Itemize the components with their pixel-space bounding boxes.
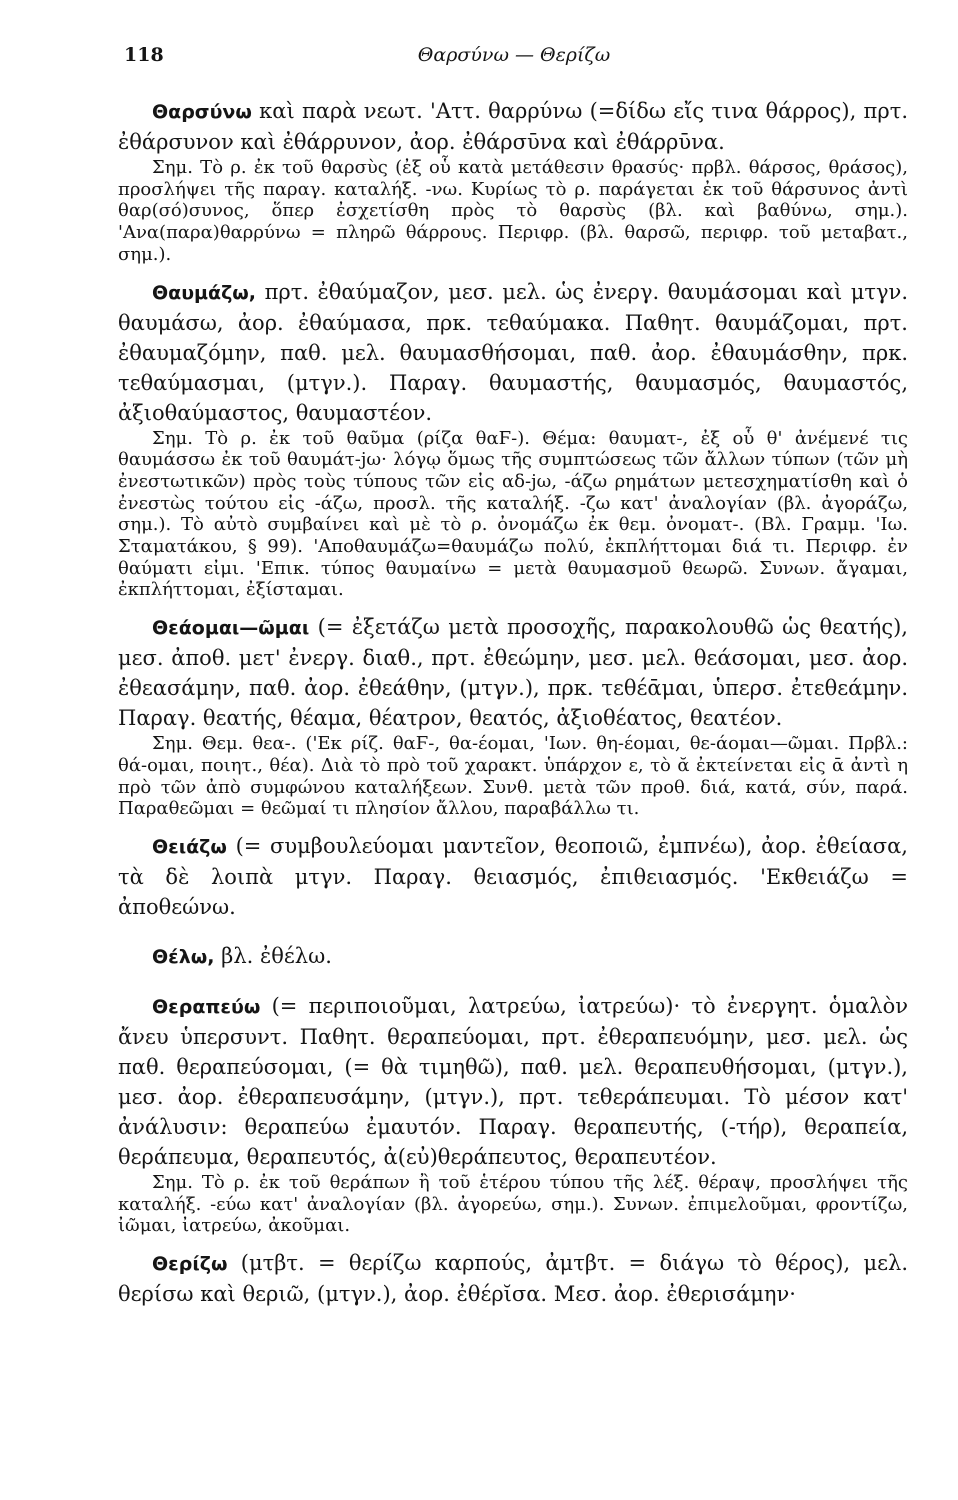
- entry-body: [118, 96, 908, 157]
- entry-body: [118, 991, 908, 1172]
- running-title: Θαρσύνω — Θερίζω: [417, 44, 611, 66]
- entries: [118, 96, 908, 1309]
- entry-body: [118, 941, 908, 972]
- entry-therapeuo: [118, 991, 908, 1237]
- entry-text: (= ἐξετάζω μετὰ προσοχῆς, παρακολουθῶ ὡς θεατής), μεσ. ἀποθ. μετ' ἐνεργ. διαθ., πρτ. ἐθεώμην, μεσ. μελ. θεάσομαι, μεσ. ἀορ. ἐθεασάμην, παθ. ἀορ. ἐθεάθην, (μτγν.), πρκ. τεθέᾱμαι, ὑπερσ. ἐτεθεάμην. Παραγ. θεατής, θέαμα, θέατρον, θεατός, ἀξιοθέατος, θεατέον.: [118, 615, 908, 731]
- entry-thelo: [118, 941, 908, 972]
- entry-body: [118, 277, 908, 428]
- entry-body: [118, 1248, 908, 1309]
- headword: Θέλω,: [152, 945, 215, 968]
- entry-text: (= συμβουλεύομαι μαντεῖον, θεοποιῶ, ἐμπνέω), ἀορ. ἐθείασα, τὰ δὲ λοιπὰ μτγν. Παραγ. θειασμός, ἐπιθειασμός. 'Εκθειάζω = ἀποθεώνω.: [118, 833, 908, 919]
- entry-body: [118, 612, 908, 733]
- headword: Θαυμάζω,: [152, 281, 257, 304]
- entry-text: καὶ παρὰ νεωτ. 'Αττ. θαρρύνω (=δίδω εἴς τινα θάρρος), πρτ. ἐθάρσυνον καὶ ἐθάρρυνον, ἀορ. ἐθάρσῡνα καὶ ἐθάρρῡνα.: [118, 99, 908, 154]
- entry-therizo: [118, 1248, 908, 1309]
- page-number: 118: [124, 44, 164, 66]
- entry-text: (μτβτ. = θερίζω καρπούς, ἀμτβτ. = διάγω τὸ θέρος), μελ. θερίσω καὶ θεριῶ, (μτγν.), ἀορ. ἐθέρῐσα. Μεσ. ἀορ. ἐθερισάμην·: [118, 1251, 908, 1307]
- entry-note: Σημ. Θεμ. θεα-. ('Εκ ρίζ. θαϜ-, θα-έομαι, 'Ιων. θη-έομαι, θε-άομαι—ῶμαι. Πρβλ.: θά-ομαι, ποιητ., θέα). Διὰ τὸ πρὸ τοῦ χαρακτ. ὑπάρχον ε, τὸ ᾰ ἐκτείνεται εἰς ᾱ ἀντὶ η πρὸ τῶν ἀπὸ συμφώνου καταλήξεων. Συνθ. μετὰ τῶν προθ. διά, κατά, σύν, παρά. Παραθεῶμαι = θεῶμαί τι πλησίον ἄλλου, παραβάλλω τι.: [118, 733, 908, 820]
- entry-theaomai: [118, 612, 908, 820]
- entry-text: βλ. ἐθέλω.: [221, 943, 332, 968]
- entry-note: Σημ. Τὸ ρ. ἐκ τοῦ θαρσὺς (ἐξ οὗ κατὰ μετάθεσιν θρασύς· πρβλ. θάρσος, θράσος), προσλήψει τῆς παραγ. καταλήξ. -νω. Κυρίως τὸ ρ. παράγεται ἐκ τοῦ θάρσυνος ἀντὶ θαρ(σό)συνος, ὅπερ ἐσχετίσθη πρὸς τὸ θαρσὺς (βλ. καὶ βαθύνω, σημ.). 'Ανα(παρα)θαρρύνω = πληρῶ θάρρους. Περιφρ. (βλ. θαρσῶ, περιφρ. τοῦ μεταβατ., σημ.).: [118, 157, 908, 265]
- headword: Θεάομαι—ῶμαι: [152, 617, 310, 640]
- entry-note: Σημ. Τὸ ρ. ἐκ τοῦ θεράπων ἢ τοῦ ἑτέρου τύπου τῆς λέξ. θέραψ, προσλήψει τῆς καταλήξ. -εύω κατ' ἀναλογίαν (βλ. ἀγορεύω, σημ.). Συνων. ἐπιμελοῦμαι, φροντίζω, ἰῶμαι, ἰατρεύω, ἀκοῦμαι.: [118, 1171, 908, 1237]
- page-header: [124, 44, 904, 74]
- entry-note: Σημ. Τὸ ρ. ἐκ τοῦ θαῦμα (ρίζα θαϜ-). Θέμα: θαυματ-, ἐξ οὗ θ' ἀνέμενέ τις θαυμάσσω ἐκ τοῦ θαυμάτ-jω· λόγῳ ὅμως τῆς συμπτώσεως τῶν ἄλλων τύπων (τῶν μὴ ἐνεστωτικῶν) πρὸς τοὺς τύπους τῶν εἰς αδ-jω, -άζω ρημάτων μετεσχηματίσθη καὶ ὁ ἐνεστὼς τούτου εἰς -άζω, προσλ. τῆς καταλήξ. -ζω κατ' ἀναλογίαν (βλ. ἀγοράζω, σημ.). Τὸ αὐτὸ συμβαίνει καὶ μὲ τὸ ρ. ὀνομάζω ἐκ θεμ. ὀνοματ-. (Βλ. Γραμμ. 'Ιω. Σταματάκου, § 99). 'Αποθαυμάζω=θαυμάζω πολύ, ἐκπλήττομαι διά τι. Περιφρ. ἐν θαύματι εἰμι. 'Επικ. τύπος θαυμαίνω = μετὰ θαυμασμοῦ θεωρῶ. Συνων. ἄγαμαι, ἐκπλήττομαι, ἐξίσταμαι.: [118, 427, 908, 601]
- headword: Θαρσύνω: [152, 101, 252, 123]
- entry-text: (= περιποιοῦμαι, λατρεύω, ἰατρεύω)· τὸ ἐνεργητ. ὁμαλὸν ἄνευ ὑπερσυντ. Παθητ. θεραπεύομαι, πρτ. ἐθεραπευόμην, μεσ. μελ. ὡς παθ. θεραπεύσομαι, (= θὰ τιμηθῶ), παθ. μελ. θεραπευθήσομαι, (μτγν.), μεσ. ἀορ. ἐθεραπευσάμην, (μτγν.), πρτ. τεθεράπευμαι. Τὸ μέσον κατ' ἀνάλυσιν: θεραπεύω ἐμαυτόν. Παραγ. θεραπευτής, (-τήρ), θεραπεία, θεράπευμα, θεραπευτός, ἀ(εὐ)θεράπευτος, θεραπευτέον.: [118, 993, 908, 1169]
- entry-text: πρτ. ἐθαύμαζον, μεσ. μελ. ὡς ἐνεργ. θαυμάσομαι καὶ μτγν. θαυμάσω, ἀορ. ἐθαύμασα, πρκ. τεθαύμακα. Παθητ. θαυμάζομαι, πρτ. ἐθαυμαζόμην, παθ. μελ. θαυμασθήσομαι, παθ. ἀορ. ἐθαυμάσθην, πρκ. τεθαύμασμαι, (μτγν.). Παραγ. θαυμαστής, θαυμασμός, θαυμαστός, ἀξιοθαύμαστος, θαυμαστέον.: [118, 279, 908, 425]
- entry-theiazo: [118, 831, 908, 922]
- entry-tharsyno: [118, 96, 908, 266]
- headword: Θεραπεύω: [152, 995, 261, 1018]
- entry-thaumazo: [118, 277, 908, 602]
- headword: Θερίζω: [152, 1253, 228, 1276]
- entry-body: [118, 831, 908, 922]
- headword: Θειάζω: [152, 835, 227, 858]
